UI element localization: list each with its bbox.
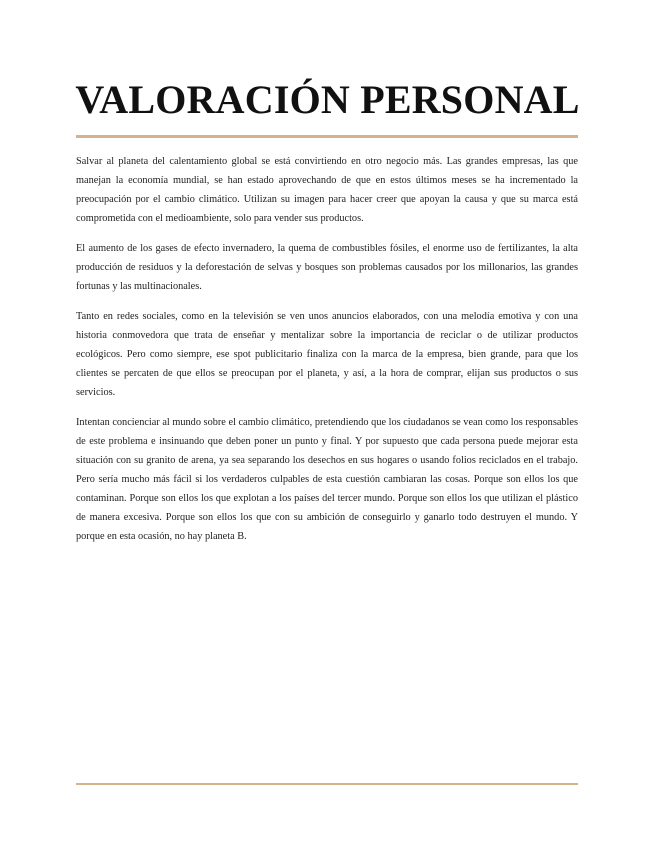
paragraph-4: Intentan concienciar al mundo sobre el cambio climático, pretendiendo que los ciudadanos se vean como los responsables de este problema e insinuando que deben poner un punto y final. Y por supuesto que cada persona puede mejorar esta situación con su granito de arena, ya sea separando los desechos en sus hogares o usando folios reciclados en el trabajo. Pero sería mucho más fácil si los verdaderos culpables de esta cuestión cambiaran las cosas. Porque son ellos los que contaminan. Porque son ellos los que explotan a los países del tercer mundo. Porque son ellos los que utilizan el plástico de manera excesiva. Porque son ellos los que con su ambición de conseguirlo y ganarlo todo destruyen el mundo. Y porque en esta ocasión, no hay planeta B. (76, 417, 578, 542)
title-divider (76, 135, 578, 138)
document-body (76, 152, 578, 557)
paragraph-1: Salvar al planeta del calentamiento global se está convirtiendo en otro negocio más. Las grandes empresas, las que manejan la economía mundial, se han estado aprovechando de que en estos últimos meses se ha incrementado la preocupación por el cambio climático. Utilizan su imagen para hacer creer que apoyan la causa y que su marca está comprometida con el medioambiente, solo para vender sus productos. (76, 156, 578, 224)
page-title: VALORACIÓN PERSONAL (75, 77, 580, 122)
paragraph-3: Tanto en redes sociales, como en la televisión se ven unos anuncios elaborados, con una melodía emotiva y con una historia conmovedora que trata de enseñar y mentalizar sobre la importancia de reciclar o de utilizar productos ecológicos. Pero como siempre, ese spot publicitario finaliza con la marca de la empresa, bien grande, para que los clientes se percaten de que ellos se preocupan por el planeta, y así, a la hora de comprar, elijan sus productos o sus servicios. (76, 311, 578, 398)
footer-divider (76, 783, 578, 785)
paragraph-2: El aumento de los gases de efecto invernadero, la quema de combustibles fósiles, el enorme uso de fertilizantes, la alta producción de residuos y la deforestación de selvas y bosques son problemas causados por los millonarios, las grandes fortunas y las multinacionales. (76, 243, 578, 292)
